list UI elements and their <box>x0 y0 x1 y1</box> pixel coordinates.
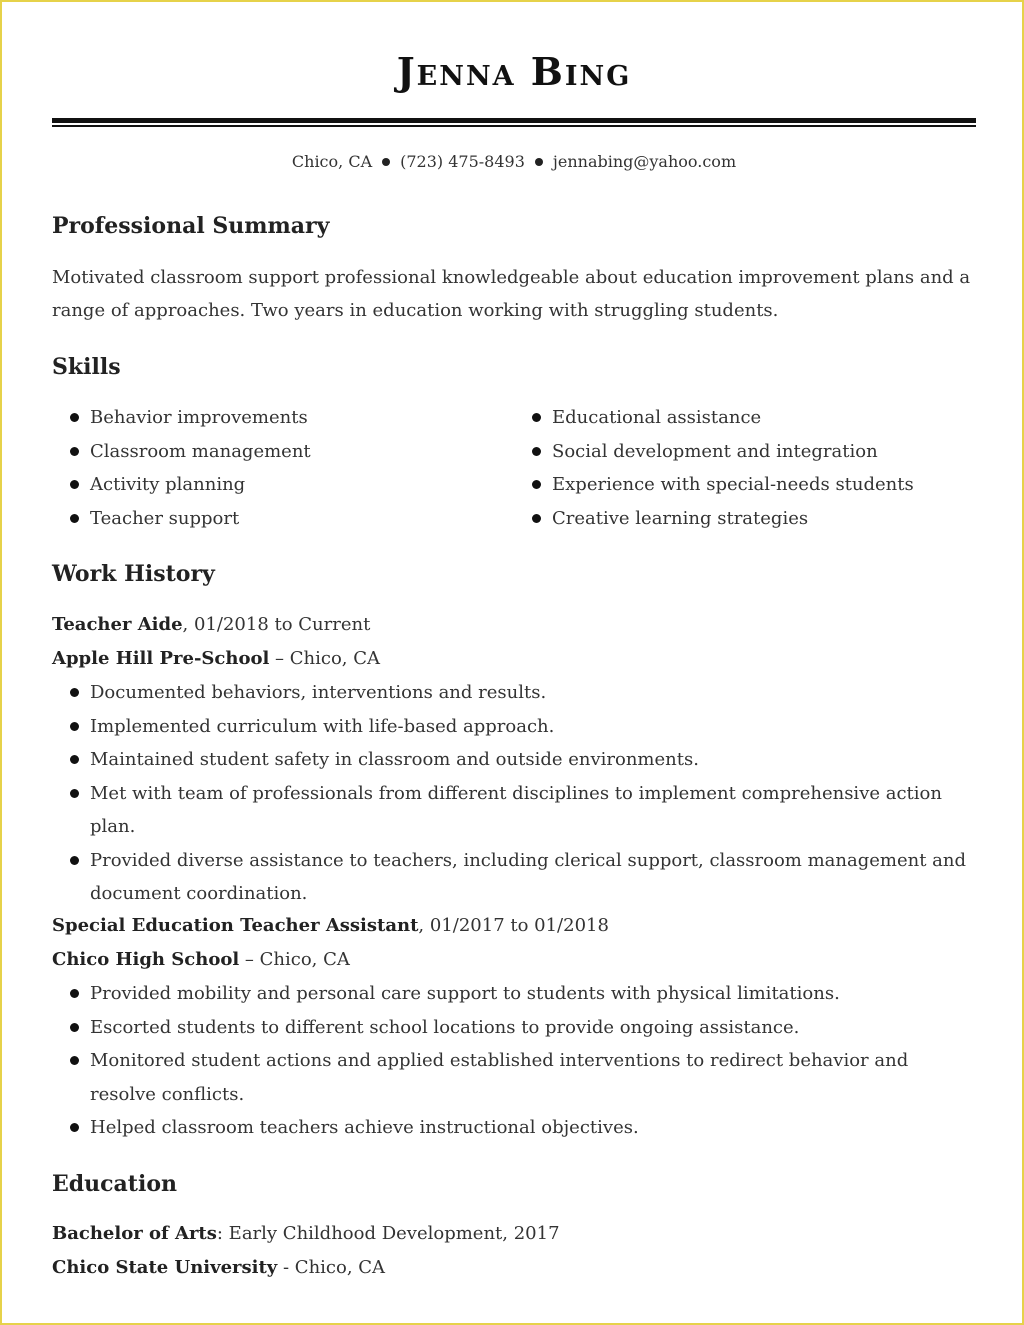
skills-list-left <box>52 401 492 535</box>
education-degree-line <box>52 1219 560 1249</box>
job-location: – Chico, CA <box>269 648 381 669</box>
bullet-separator-icon <box>382 158 390 166</box>
education-field: : Early Childhood Development, 2017 <box>216 1223 560 1244</box>
job-bullet: Provided mobility and personal care support to students with physical limitations. <box>52 977 972 1011</box>
job-heading <box>52 610 370 640</box>
skills-list-right <box>514 401 984 535</box>
job-bullet: Met with team of professionals from different disciplines to implement comprehensive action plan. <box>52 777 972 844</box>
job-bullet: Documented behaviors, interventions and results. <box>52 676 972 710</box>
skill-item: Creative learning strategies <box>514 502 984 536</box>
job-employer-line <box>52 644 380 674</box>
job-location: – Chico, CA <box>239 949 350 970</box>
job-dates: , 01/2017 to 01/2018 <box>418 915 609 936</box>
section-title-summary: Professional Summary <box>52 213 330 239</box>
contact-email: jennabing@yahoo.com <box>552 152 737 171</box>
summary-text: Motivated classroom support professional knowledgeable about education improvement plans and a range of approaches. Two years in education working with struggling students. <box>52 267 971 321</box>
skill-item: Social development and integration <box>514 435 984 469</box>
education-school: Chico State University <box>52 1257 278 1278</box>
skill-item: Experience with special-needs students <box>514 468 984 502</box>
job-employer-line <box>52 945 350 975</box>
job-bullets <box>52 676 972 911</box>
job-employer: Apple Hill Pre-School <box>52 648 270 669</box>
contact-phone: (723) 475-8493 <box>400 152 525 171</box>
job-dates: , 01/2018 to Current <box>182 614 371 635</box>
job-bullet: Maintained student safety in classroom and outside environments. <box>52 743 972 777</box>
section-title-education: Education <box>52 1171 177 1197</box>
skill-item: Activity planning <box>52 468 492 502</box>
skill-item: Teacher support <box>52 502 492 536</box>
skill-item: Educational assistance <box>514 401 984 435</box>
contact-line <box>2 150 1024 174</box>
section-title-skills: Skills <box>52 354 121 380</box>
bullet-separator-icon <box>535 158 543 166</box>
education-degree: Bachelor of Arts <box>52 1223 217 1244</box>
job-employer: Chico High School <box>52 949 240 970</box>
job-heading <box>52 911 609 941</box>
job-role: Special Education Teacher Assistant <box>52 915 419 936</box>
job-bullet: Implemented curriculum with life-based approach. <box>52 710 972 744</box>
skill-item: Behavior improvements <box>52 401 492 435</box>
job-bullet: Provided diverse assistance to teachers, including clerical support, classroom management and document coordination. <box>52 844 972 911</box>
job-bullets <box>52 977 972 1145</box>
job-bullet: Helped classroom teachers achieve instructional objectives. <box>52 1111 972 1145</box>
job-bullet: Monitored student actions and applied established interventions to redirect behavior and resolve conflicts. <box>52 1044 972 1111</box>
job-role: Teacher Aide <box>52 614 183 635</box>
education-location: - Chico, CA <box>277 1257 386 1278</box>
job-bullet: Escorted students to different school locations to provide ongoing assistance. <box>52 1011 972 1045</box>
candidate-name: Jenna Bing <box>396 49 632 94</box>
header-rule-thin <box>52 125 976 127</box>
education-school-line <box>52 1253 385 1283</box>
header-rule-thick <box>52 118 976 123</box>
skill-item: Classroom management <box>52 435 492 469</box>
contact-city: Chico, CA <box>291 152 373 171</box>
section-title-work: Work History <box>52 561 215 587</box>
